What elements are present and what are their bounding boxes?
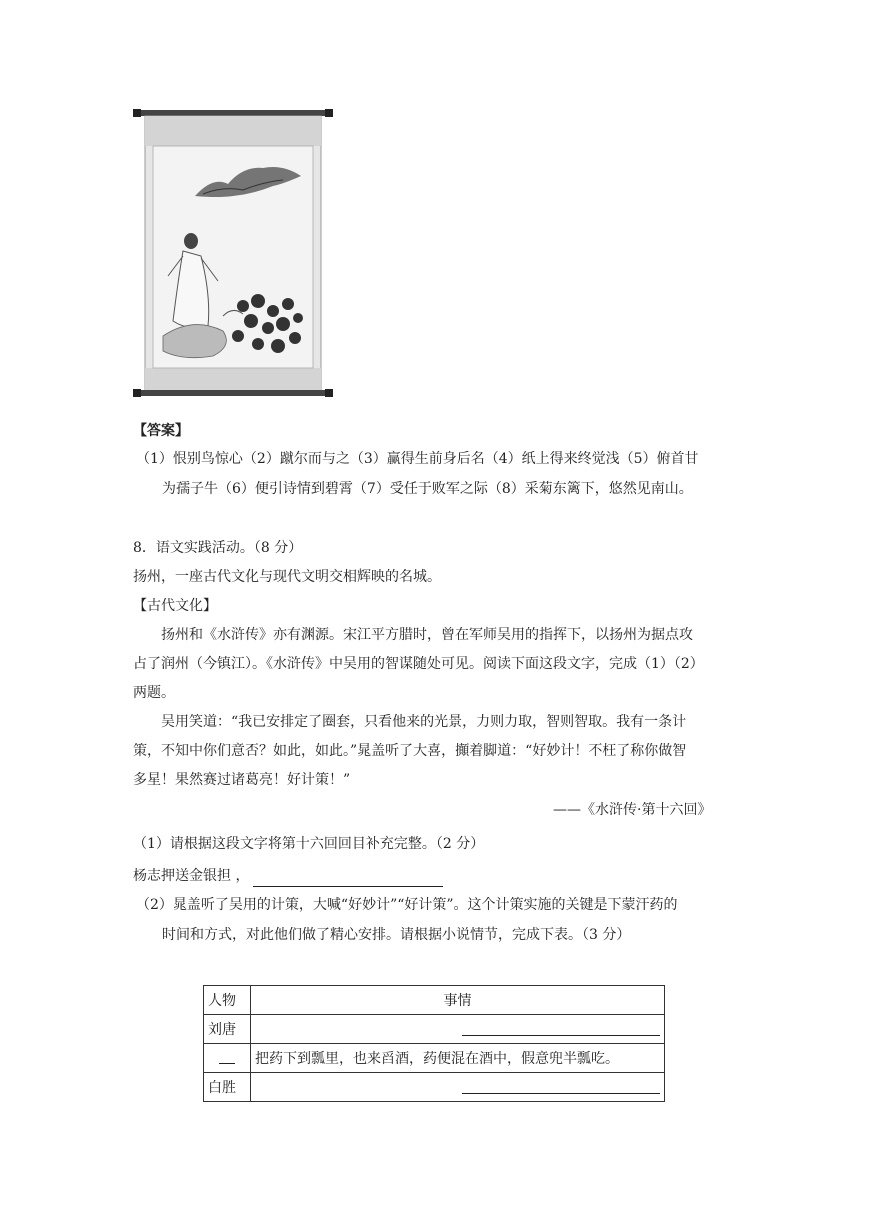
- quote-line-1: 吴用笑道：“我已安排定了圈套，只看他来的光景，力则力取，智则智取。我有一条计: [161, 714, 687, 730]
- quote-line-3: 多星！果然赛过诸葛亮！好计策！”: [133, 772, 351, 788]
- table-row: [204, 1044, 665, 1073]
- table-row: [204, 1073, 665, 1102]
- answer-line-2: 为孺子牛（6）便引诗情到碧霄（7）受任于败军之际（8）采菊东篱下，悠然见南山。: [162, 481, 693, 497]
- sub-question-2-line-2: 时间和方式，对此他们做了精心安排。请根据小说情节，完成下表。（3 分）: [162, 927, 631, 943]
- row-1-blank[interactable]: [462, 1019, 660, 1036]
- row-2-person-blank[interactable]: [219, 1049, 235, 1064]
- paragraph-1-line-1: 扬州和《水浒传》亦有渊源。宋江平方腊时，曾在军师吴用的指挥下，以扬州为据点攻: [161, 627, 693, 643]
- sub-question-1: （1）请根据这段文字将第十六回回目补充完整。（2 分）: [133, 836, 485, 852]
- answer-header: 【答案】: [133, 423, 189, 439]
- row-2-person: [204, 1044, 251, 1073]
- header-person: 人物: [204, 986, 251, 1015]
- sub-question-2-line-1: （2）晁盖听了吴用的计策，大喊“好妙计”“好计策”。这个计策实施的关键是下蒙汗药的: [136, 897, 678, 913]
- sub-question-1-answer-row: [133, 866, 443, 887]
- row-3-person: 白胜: [204, 1073, 251, 1102]
- answer-line-1: （1）恨别鸟惊心（2）蹴尔而与之（3）赢得生前身后名（4）纸上得来终觉浅（5）俯首甘: [136, 451, 699, 467]
- row-1-event: [251, 1015, 665, 1044]
- section-header-ancient-culture: 【古代文化】: [133, 598, 217, 614]
- row-1-person: 刘唐: [204, 1015, 251, 1044]
- header-event: 事情: [251, 986, 665, 1015]
- question-8-title: 8．语文实践活动。（8 分）: [133, 540, 303, 556]
- row-3-blank[interactable]: [462, 1077, 660, 1094]
- question-8-intro: 扬州，一座古代文化与现代文明交相辉映的名城。: [133, 569, 441, 585]
- row-2-event: 把药下到瓢里，也来舀酒，药便混在酒中，假意兜半瓢吃。: [251, 1044, 665, 1073]
- paragraph-1-line-3: 两题。: [133, 685, 175, 701]
- row-3-event: [251, 1073, 665, 1102]
- scroll-painting-image: [133, 106, 333, 401]
- quote-source: ——《水浒传·第十六回》: [553, 802, 712, 818]
- sub-question-1-prefix: 杨志押送金银担 ，: [133, 868, 250, 884]
- task-table: [203, 985, 665, 1102]
- table-header-row: [204, 986, 665, 1015]
- quote-line-2: 策，不知中你们意否？如此，如此。”晁盖听了大喜，攧着脚道：“好妙计！不枉了称你做智: [133, 743, 687, 759]
- sub-question-1-blank[interactable]: [253, 866, 443, 887]
- paragraph-1-line-2: 占了润州（今镇江）。《水浒传》中吴用的智谋随处可见。阅读下面这段文字，完成（1）（2）: [133, 656, 704, 672]
- table-row: [204, 1015, 665, 1044]
